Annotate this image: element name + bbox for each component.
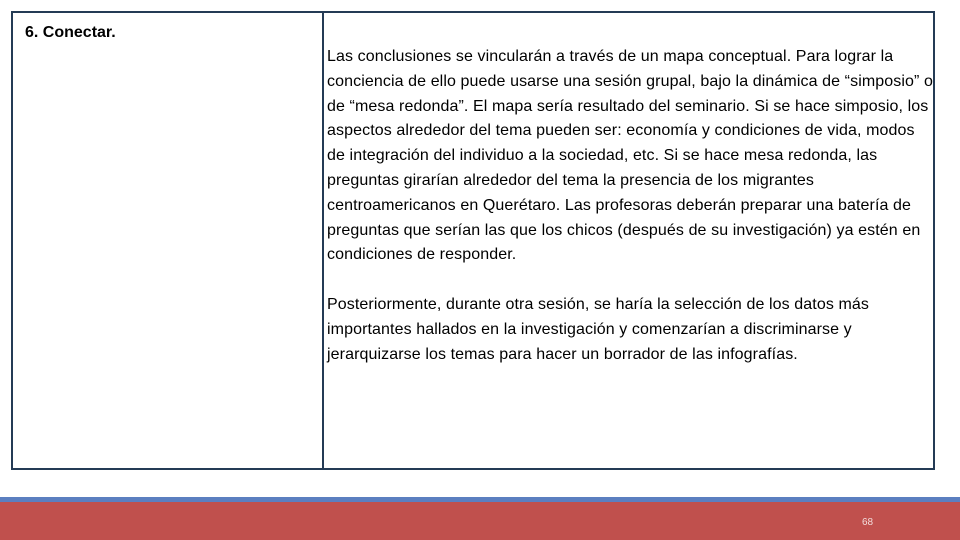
- content-table: [11, 11, 935, 470]
- page-number: 68: [862, 517, 874, 528]
- right-cell: [327, 45, 937, 368]
- column-divider: [322, 13, 324, 468]
- footer-band: [0, 497, 960, 540]
- section-heading: 6. Conectar.: [25, 24, 116, 41]
- paragraph-next-session: Posteriormente, durante otra sesión, se haría la selección de los datos más importantes hallados en la investigación y comenzarían a discriminarse y jerarquizarse los temas para hacer un borrador de las infografías.: [327, 296, 870, 363]
- footer-band-red-stripe: [0, 502, 960, 540]
- paragraph-conclusions: Las conclusiones se vincularán a través de un mapa conceptual. Para lograr la conciencia de ello puede usarse una sesión grupal, bajo la dinámica de “simposio” o de “mesa redonda”. El mapa sería resultado del seminario. Si se hace simposio, los aspectos alrededor del tema pueden ser: economía y condiciones de vida, modos de integración del individuo a la sociedad, etc. Si se hace mesa redonda, las preguntas girarían alrededor del tema la presencia de los migrantes centroamericanos en Querétaro. Las profesoras deberán preparar una batería de preguntas que serían las que los chicos (después de su investigación) ya estén en condiciones de responder.: [327, 48, 933, 264]
- left-cell: [13, 13, 322, 468]
